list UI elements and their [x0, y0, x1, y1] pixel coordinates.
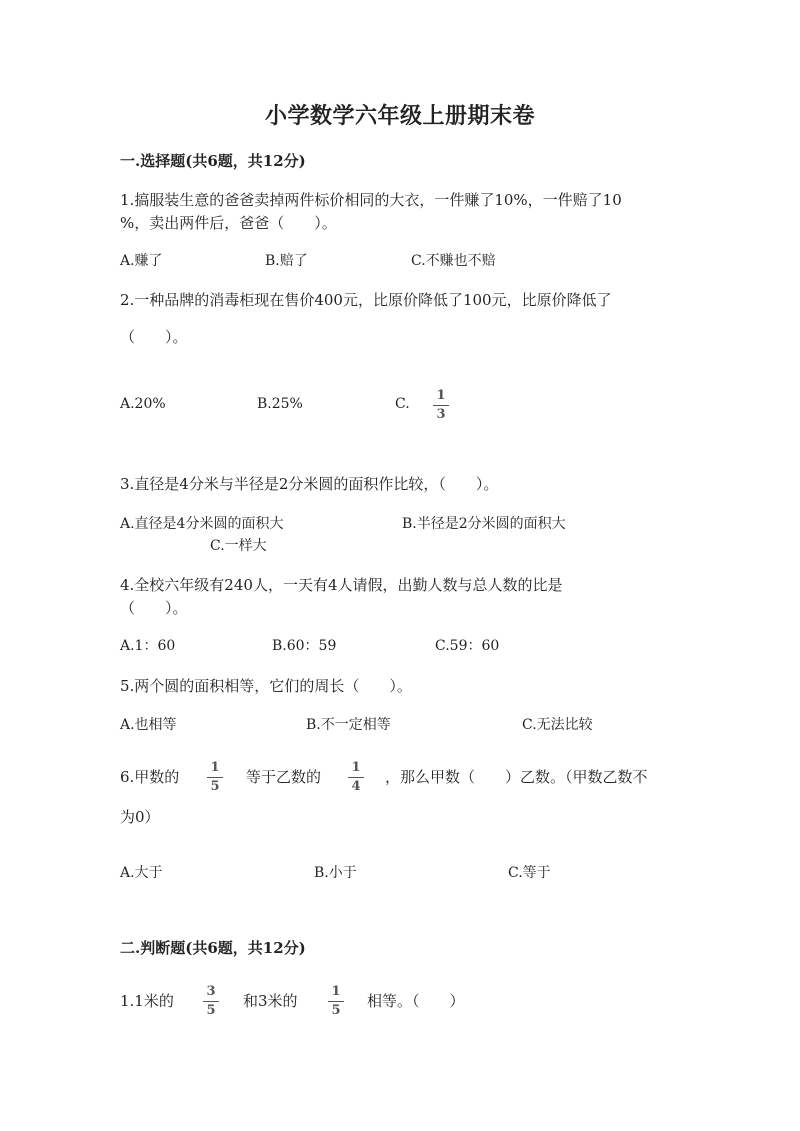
section-heading-choice: 一.选择题(共6题，共12分) — [120, 152, 306, 170]
fraction-bar — [207, 777, 223, 778]
question-6-option-c: C.等于 — [508, 865, 551, 881]
fraction-bar — [348, 777, 364, 778]
question-6-part-2: 等于乙数的 — [246, 768, 322, 786]
question-1-option-a: A.赚了 — [120, 253, 163, 269]
question-4-option-b: B.60：59 — [272, 638, 337, 654]
fraction-bar — [203, 1001, 219, 1002]
question-6-option-a: A.大于 — [120, 865, 163, 881]
question-1-option-c: C.不赚也不赔 — [411, 253, 496, 269]
section-heading-judgement: 二.判断题(共6题，共12分) — [120, 939, 306, 957]
question-5-option-a: A.也相等 — [120, 717, 177, 733]
page-title: 小学数学六年级上册期末卷 — [264, 103, 535, 129]
fraction-denominator: 5 — [206, 1003, 216, 1018]
question-4-option-c: C.59：60 — [435, 638, 500, 654]
question-3-option-b: B.半径是2分米圆的面积大 — [402, 516, 566, 532]
fraction-numerator: 1 — [351, 760, 361, 775]
question-6-option-b: B.小于 — [314, 865, 357, 881]
question-5-option-b: B.不一定相等 — [306, 717, 391, 733]
question-6-fraction-1 — [207, 761, 223, 794]
question-4-line-1: 4.全校六年级有240人，一天有4人请假，出勤人数与总人数的比是 — [120, 576, 563, 594]
question-2-option-c: C. — [395, 396, 410, 412]
fraction-numerator: 1 — [210, 760, 220, 775]
question-3-line-1: 3.直径是4分米与半径是2分米圆的面积作比较，（ ）。 — [120, 475, 499, 493]
question-1-line-1: 1.搞服装生意的爸爸卖掉两件标价相同的大衣，一件赚了10%，一件赔了10 — [120, 191, 622, 209]
fraction-denominator: 4 — [351, 779, 361, 794]
question-2-line-1: 2.一种品牌的消毒柜现在售价400元，比原价降低了100元，比原价降低了 — [120, 291, 612, 309]
judgement-1-fraction-2 — [328, 985, 344, 1018]
question-4-option-a: A.1：60 — [120, 638, 176, 654]
question-2-line-2: （ ）。 — [120, 328, 188, 346]
question-4-line-2: （ ）。 — [120, 599, 188, 617]
question-3-option-c: C.一样大 — [210, 538, 267, 554]
question-1-option-b: B.赔了 — [265, 253, 308, 269]
question-3-option-a: A.直径是4分米圆的面积大 — [120, 516, 284, 532]
fraction-denominator: 5 — [210, 779, 220, 794]
fraction-bar — [328, 1001, 344, 1002]
question-6-fraction-2 — [348, 761, 364, 794]
judgement-1-part-2: 和3米的 — [243, 992, 298, 1010]
judgement-1-fraction-1 — [203, 985, 219, 1018]
fraction-denominator: 3 — [436, 407, 446, 422]
fraction-numerator: 3 — [206, 984, 216, 999]
question-2-option-b: B.25% — [257, 396, 303, 412]
fraction-numerator: 1 — [436, 388, 446, 403]
fraction-bar — [433, 405, 449, 406]
question-6-part-1: 6.甲数的 — [120, 768, 180, 786]
question-2-option-c-fraction — [433, 389, 449, 422]
question-6-part-3: ，那么甲数（ ）乙数。（甲数乙数不 — [385, 768, 648, 786]
fraction-denominator: 5 — [331, 1003, 341, 1018]
question-5-line-1: 5.两个圆的面积相等，它们的周长（ ）。 — [120, 677, 412, 695]
fraction-numerator: 1 — [331, 984, 341, 999]
question-6-line-2: 为0） — [120, 808, 160, 826]
question-1-line-2: %，卖出两件后，爸爸（ ）。 — [120, 214, 337, 232]
judgement-1-part-3: 相等。（ ） — [367, 992, 465, 1010]
judgement-1-part-1: 1.1米的 — [120, 992, 174, 1010]
question-5-option-c: C.无法比较 — [522, 717, 593, 733]
question-2-option-a: A.20% — [120, 396, 166, 412]
